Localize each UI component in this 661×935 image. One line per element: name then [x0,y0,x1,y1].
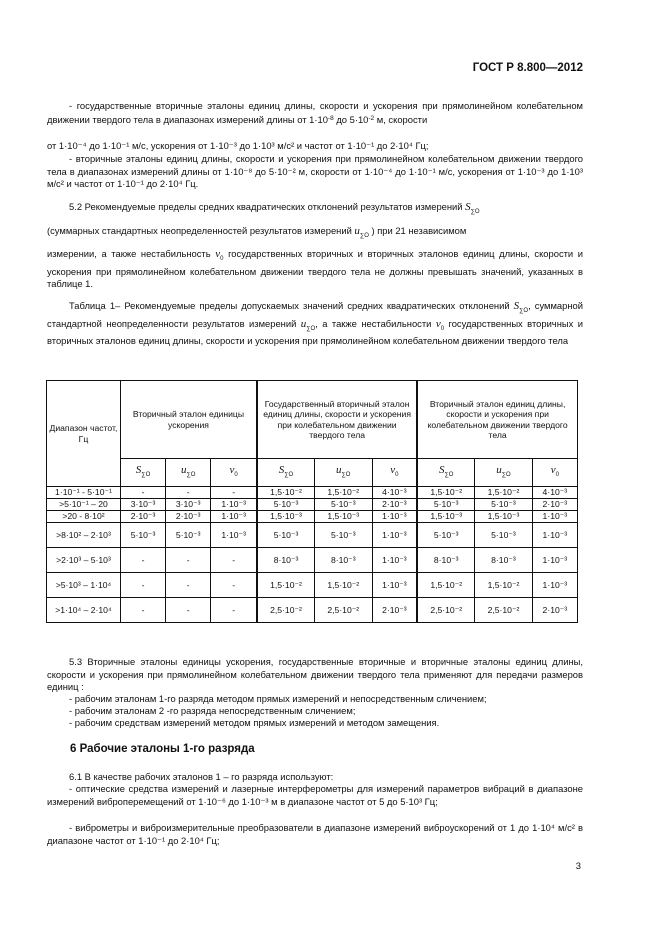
col-s-2: $S_{\sum O}$ [257,459,315,487]
table-body [47,487,578,623]
symbol-s: S [465,201,471,213]
table-cell: 5·10⁻³ [166,523,211,548]
caption-symbol-s-sub: ∑O [519,308,529,314]
table-cell: 1·10⁻³ [372,548,417,573]
table-cell: 1·10⁻³ [211,499,257,511]
list-item-1: - рабочим эталонам 1-го разряда методом прямых измерений и непосредственным сличением; [69,693,487,704]
table-cell: 2,5·10⁻² [315,598,373,623]
header-frequency-range: Диапазон частот, Гц [47,381,121,487]
symbol-v: ν [215,248,221,260]
table-cell: 8·10⁻³ [475,548,533,573]
table-cell: - [166,598,211,623]
table-cell: 1·10⁻³ [372,573,417,598]
table-cell: 3·10⁻³ [166,499,211,511]
page-number: 3 [575,860,581,871]
table-cell: 5·10⁻³ [417,523,475,548]
caption-symbol-u: u [300,317,307,330]
caption-symbol-u-sub: ∑O [306,325,316,332]
table-cell: 1·10⁻³ [532,511,577,523]
p1-text-b: до 5·10 [333,113,369,125]
symbol-u: u [354,225,360,237]
cell-frequency: >20 - 8·10² [47,511,121,523]
paragraph-state-secondary-standards [47,100,583,126]
table-cell: 8·10⁻³ [315,548,373,573]
table-cell: 5·10⁻³ [257,499,315,511]
table-cell: 8·10⁻³ [257,548,315,573]
col-v-3: $\nu_0$ [532,459,577,487]
document-header: ГОСТ Р 8.800—2012 [472,62,583,74]
col-u-1: $u_{\sum O}$ [166,459,211,487]
col-s-1: $S_{\sum O}$ [120,459,165,487]
caption-text-4a: нестабильности [361,317,432,329]
table-row [47,511,578,523]
p1-exp1: -8 [327,114,334,122]
table-cell: 1·10⁻³ [372,523,417,548]
table-cell: 1,5·10⁻² [257,573,315,598]
cell-frequency: >8·10² – 2·10³ [47,523,121,548]
table-cell: 5·10⁻³ [475,523,533,548]
table-cell: 1,5·10⁻² [315,573,373,598]
cell-frequency: >1·10⁴ – 2·10⁴ [47,598,121,623]
caption-text-2: , суммарной стандартной неопределенности результатов измерений [47,300,583,329]
table-cell: 5·10⁻³ [257,523,315,548]
table-cell: 2·10⁻³ [166,511,211,523]
table-cell: 1·10⁻³ [532,573,577,598]
p6-text-b: государственных вторичных и вторичных эталонов единиц длины, скорости и ускорения при прямолинейном колебательном движении твердого тела не должны превышать значений, указанных в таблице 1. [47,248,584,289]
table-cell: - [211,487,257,499]
table-cell: 5·10⁻³ [315,499,373,511]
col-v-1: $\nu_0$ [211,459,257,487]
caption-symbol-v-sub: 0 [440,325,445,332]
table-row [47,598,578,623]
table-cell: 2,5·10⁻² [257,598,315,623]
table-cell: - [211,598,257,623]
header-secondary: Вторичный эталон единиц длины, скорости и ускорения при колебательном движении твердого тела [417,381,577,459]
table-cell: 1·10⁻³ [532,548,577,573]
p5-text-b: ) при 21 независимом [371,225,467,236]
cell-frequency: >5·10⁻¹ – 20 [47,499,121,511]
table-cell: 8·10⁻³ [417,548,475,573]
caption-text-1: Таблица 1– Рекомендуемые пределы допускаемых значений средних квадратических отклонений [69,300,510,311]
table-cell: 1,5·10⁻² [417,487,475,499]
table-cell: 1·10⁻³ [211,523,257,548]
table-cell: 5·10⁻³ [417,499,475,511]
paragraph-6-1-optical: - оптические средства измерений и лазерные интерферометры для измерений параметров вибраций в диапазоне измерений виброперемещений от 1·10⁻⁶ до 1·10⁻³ м в диапазоне частот от 5 до 5·10³ Гц; [47,783,583,807]
cell-frequency: 1·10⁻¹ - 5·10⁻¹ [47,487,121,499]
table-cell: 2·10⁻³ [372,598,417,623]
table-header-row [47,381,578,459]
table-row [47,523,578,548]
p1-text-c: м, скорости [374,113,428,125]
paragraph-secondary-standards: - вторичные эталоны единиц длины, скорости и ускорения при прямолинейном колебательном движении твердого тела в диапазонах измерений длины от 1·10⁻⁸ до 5·10⁻² м, скорости от 1·10⁻⁴ до 1·10⁻¹ м/с, ускорения от 1·10⁻³ до 1·10³ м/с² и частот от 1·10⁻¹ до 2·10⁴ Гц. [47,153,583,189]
table-row [47,499,578,511]
p6-text-a: измерении, а также нестабильность [47,248,211,259]
table-cell: 1·10⁻³ [372,511,417,523]
paragraph-6-1: 6.1 В качестве рабочих эталонов 1 – го разряда используют: [69,771,334,782]
paragraph-5-2 [47,201,583,219]
symbol-u-sub: ∑O [359,233,369,239]
list-item-2: - рабочим эталонам 2 -го разряда непосредственным сличением; [69,705,356,716]
caption-text-4b: государственных вторичных и вторичных эталонов единиц длины, скорости и ускорения при прямолинейном колебательном движении твердого тела [47,317,583,346]
table-row [47,487,578,499]
col-v-2: $\nu_0$ [372,459,417,487]
table-cell: 2·10⁻³ [532,499,577,511]
p1-exp2: -2 [368,114,375,122]
col-u-2: $u_{\sum O}$ [315,459,373,487]
table-cell: - [120,548,165,573]
col-u-3: $u_{\sum O}$ [475,459,533,487]
paragraph-ranges: от 1·10⁻⁴ до 1·10⁻¹ м/с, ускорения от 1·10⁻³ до 1·10³ м/с² и частот от 1·10⁻¹ до 2·10⁴ Гц; [47,140,429,151]
symbol-v-sub: 0 [220,256,224,262]
col-s-3: $S_{\sum O}$ [417,459,475,487]
table-cell: 5·10⁻³ [315,523,373,548]
table-cell: - [211,573,257,598]
cell-frequency: >2·10³ – 5·10³ [47,548,121,573]
table-cell: - [166,548,211,573]
table-cell: 1,5·10⁻³ [417,511,475,523]
table-cell: 1,5·10⁻² [257,487,315,499]
table-cell: 5·10⁻³ [475,499,533,511]
table-cell: 2·10⁻³ [120,511,165,523]
paragraph-5-2-cont [47,225,583,243]
table-row [47,573,578,598]
table-cell: - [120,573,165,598]
table-cell: 1,5·10⁻² [417,573,475,598]
caption-text-3: , а также [315,317,357,329]
table-cell: 5·10⁻³ [120,523,165,548]
table-cell: 1·10⁻³ [211,511,257,523]
table-cell: 3·10⁻³ [120,499,165,511]
table-cell: - [120,487,165,499]
table-1 [46,380,578,623]
table-cell: 2·10⁻³ [372,499,417,511]
p5-text-a: (суммарных стандартных неопределенностей результатов измерений [47,225,352,236]
table-cell: 4·10⁻³ [532,487,577,499]
table-cell: 1,5·10⁻³ [315,511,373,523]
cell-frequency: >5·10³ – 1·10⁴ [47,573,121,598]
table-cell: 2,5·10⁻² [475,598,533,623]
table-cell: 1,5·10⁻³ [257,511,315,523]
table-cell: 2·10⁻³ [532,598,577,623]
paragraph-6-1-vibrometers: - виброметры и виброизмерительные преобразователи в диапазоне измерений виброускорений от 1 до 1·10⁴ м/с² в диапазоне частот от 1·10⁻¹ до 2·10⁴ Гц; [47,822,583,846]
table-symbol-row [47,459,578,487]
table-cell: - [211,548,257,573]
table-cell: 2,5·10⁻² [417,598,475,623]
table-row [47,548,578,573]
section-6-title: 6 Рабочие эталоны 1-го разряда [70,743,255,755]
table-cell: 1,5·10⁻² [315,487,373,499]
table-cell: 1,5·10⁻³ [475,511,533,523]
p4-text: 5.2 Рекомендуемые пределы средних квадратических отклонений результатов измерений [69,201,463,212]
p1-text-a: - государственные вторичные эталоны единиц длины, скорости и ускорения при прямолинейном колебательном движении твердого тела в диапазонах измерений длины от 1·10 [47,100,583,125]
header-state-secondary: Государственный вторичный эталон единиц длины, скорости и ускорения при колебательном движении твердого тела [257,381,417,459]
caption-symbol-v: ν [435,317,441,330]
symbol-s-sub: ∑O [470,209,480,215]
paragraph-5-2-instability [47,248,583,291]
table-cell: - [120,598,165,623]
table-cell: 1,5·10⁻² [475,487,533,499]
table-cell: - [166,573,211,598]
paragraph-5-3: 5.3 Вторичные эталоны единицы ускорения, государственные вторичные и вторичные эталоны единиц длины, скорости и ускорения при прямолинейном колебательном движении твердого тела применяют для передачи размеров единиц : [47,656,583,692]
table-cell: 4·10⁻³ [372,487,417,499]
header-secondary-acceleration: Вторичный эталон единицы ускорения [120,381,257,459]
table-caption [47,300,583,348]
caption-symbol-s: S [513,300,520,312]
list-item-3: - рабочим средствам измерений методом прямых измерений и методом замещения. [69,717,440,728]
table-cell: - [166,487,211,499]
table-cell: 1·10⁻³ [532,523,577,548]
table-cell: 1,5·10⁻² [475,573,533,598]
